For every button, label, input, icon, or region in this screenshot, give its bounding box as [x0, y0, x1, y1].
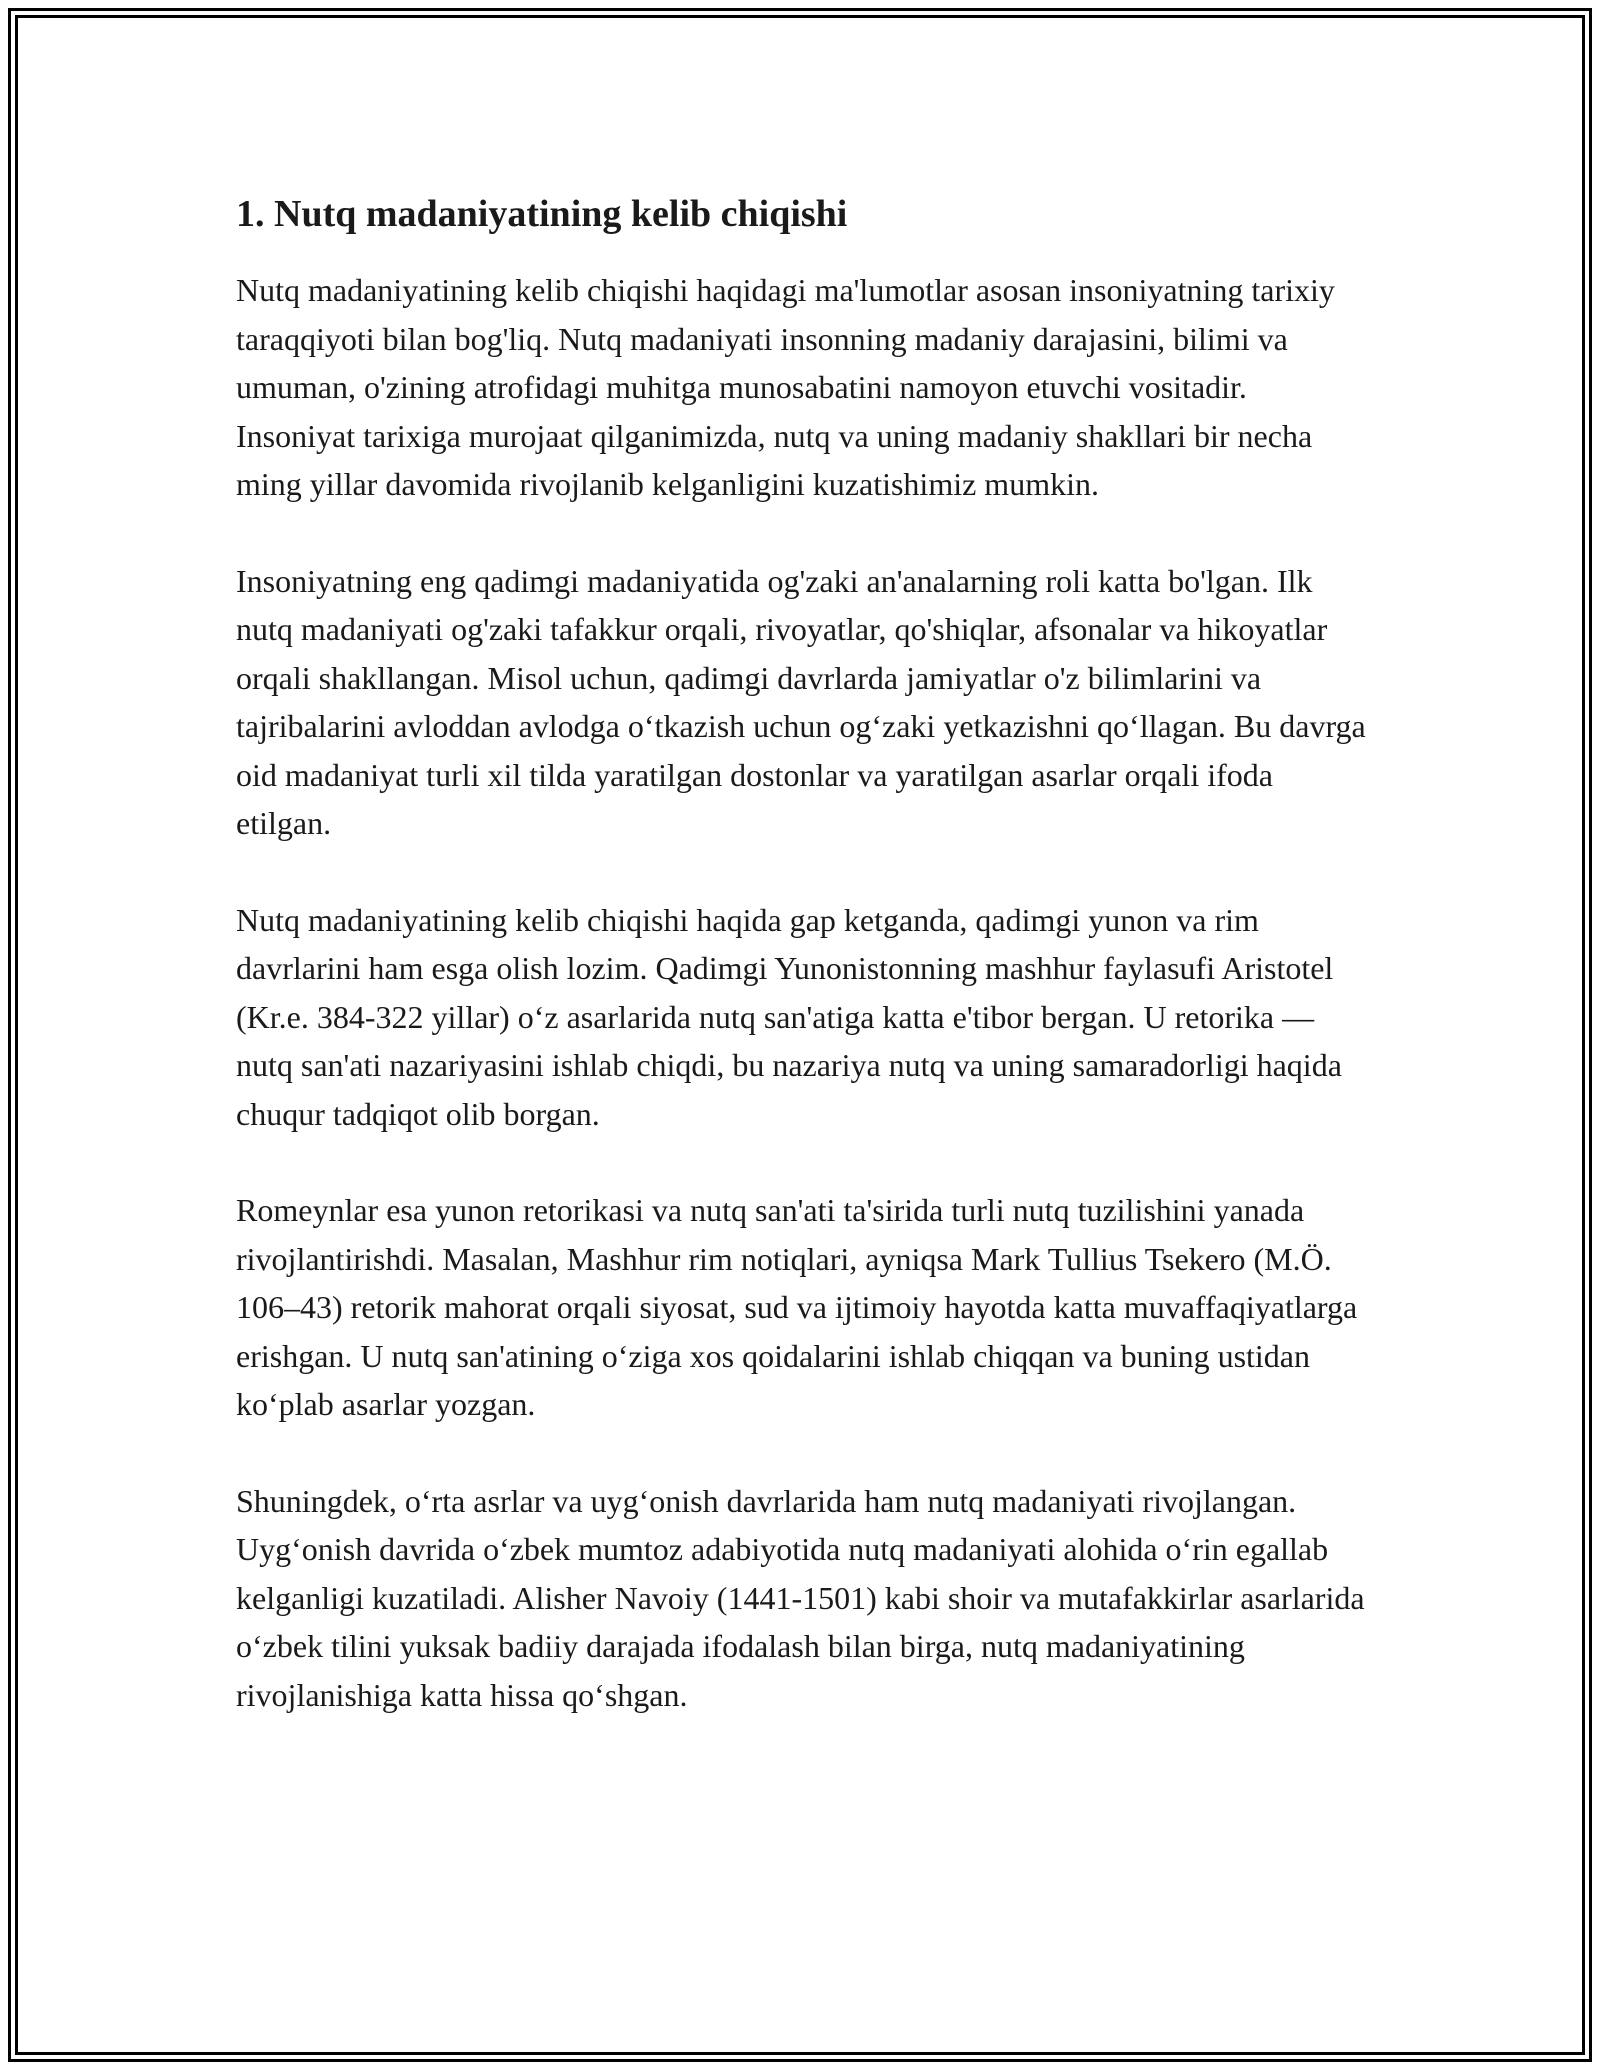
paragraph-greek-rhetoric: Nutq madaniyatining kelib chiqishi haqida gap ketganda, qadimgi yunon va rim davrlarini ham esga olish lozim. Qadimgi Yunonistonning mashhur faylasufi Aristotel (Kr.e. 384-322 yillar) o‘z asarlarida nutq san'atiga katta e'tibor bergan. U retorika — nutq san'ati nazariyasini ishlab chiqdi, bu nazariya nutq va uning samaradorligi haqida chuqur tadqiqot olib borgan.: [236, 901, 1342, 1132]
paragraph-renaissance: Shuningdek, o‘rta asrlar va uyg‘onish davrlarida ham nutq madaniyati rivojlangan. Uyg‘onish davrida o‘zbek mumtoz adabiyotida nutq madaniyati alohida o‘rin egallab kelganligi kuzatiladi. Alisher Navoiy (1441-1501) kabi shoir va mutafakkirlar asarlarida o‘zbek tilini yuksak badiiy darajada ifodalash bilan birga, nutq madaniyatining rivojlanishiga katta hissa qo‘shgan.: [236, 1482, 1365, 1713]
document-body: [236, 186, 1386, 1767]
paragraph-oral-tradition: Insoniyatning eng qadimgi madaniyatida og'zaki an'analarning roli katta bo'lgan. Ilk nutq madaniyati og'zaki tafakkur orqali, rivoyatlar, qo'shiqlar, afsonalar va hikoyatlar orqali shakllangan. Misol uchun, qadimgi davrlarda jamiyatlar o'z bilimlarini va tajribalarini avloddan avlodga o‘tkazish uchun og‘zaki yetkazishni qo‘llagan. Bu davrga oid madaniyat turli xil tilda yaratilgan dostonlar va yaratilgan asarlar orqali ifoda etilgan.: [236, 562, 1366, 841]
section-heading: 1. Nutq madaniyatining kelib chiqishi: [236, 193, 848, 235]
paragraph-origins: Nutq madaniyatining kelib chiqishi haqidagi ma'lumotlar asosan insoniyatning tarixiy taraqqiyoti bilan bog'liq. Nutq madaniyati insonning madaniy darajasini, bilimi va umuman, o'zining atrofidagi muhitga munosabatini namoyon etuvchi vositadir. Insoniyat tarixiga murojaat qilganimizda, nutq va uning madaniy shakllari bir necha ming yillar davomida rivojlanib kelganligini kuzatishimiz mumkin.: [236, 272, 1335, 502]
paragraph-roman-oratory: Romeynlar esa yunon retorikasi va nutq san'ati ta'sirida turli nutq tuzilishini yanada rivojlantirishdi. Masalan, Mashhur rim notiqlari, ayniqsa Mark Tullius Tsekero (M.Ö. 106–43) retorik mahorat orqali siyosat, sud va ijtimoiy hayotda katta muvaffaqiyatlarga erishgan. U nutq san'atining o‘ziga xos qoidalarini ishlab chiqqan va buning ustidan ko‘plab asarlar yozgan.: [236, 1192, 1358, 1422]
